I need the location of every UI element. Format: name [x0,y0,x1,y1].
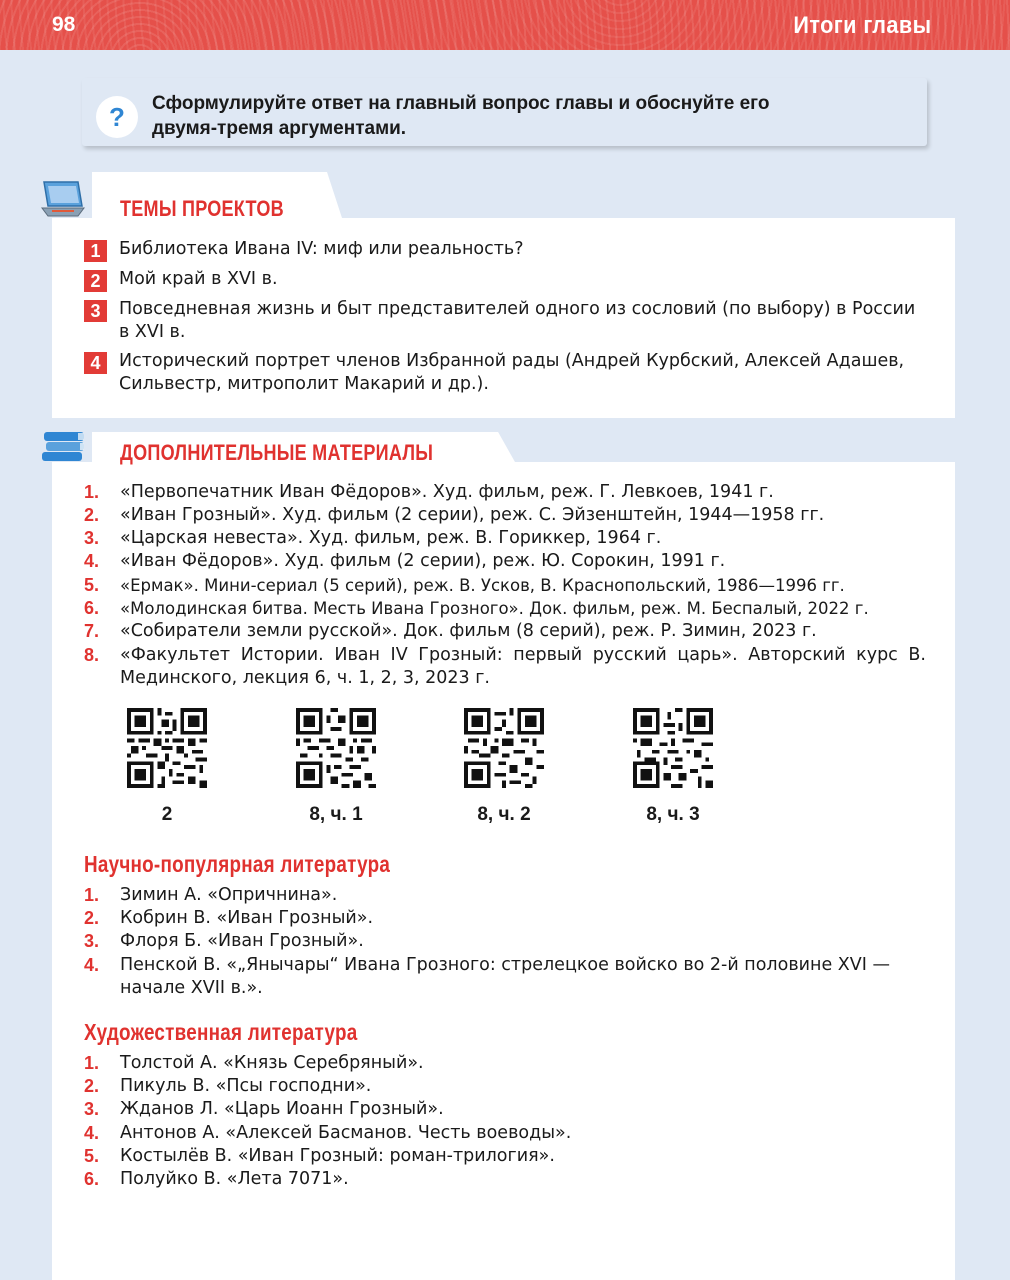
material-text: «Собиратели земли русской». Док. фильм (8 серий), реж. Р. Зимин, 2023 г. [120,621,817,641]
literature-number: 1. [84,885,100,905]
literature-text: Пенской В. «„Янычары“ Ивана Грозного: стрелецкое войско во 2-й половине XVI — начале XVII в.». [120,955,890,998]
fiction-number: 3. [84,1099,100,1119]
material-text: «Иван Грозный». Худ. фильм (2 серии), реж. С. Эйзенштейн, 1944—1958 гг. [120,505,825,525]
project-text: Мой край в XVI в. [119,269,278,289]
project-number: 3 [84,300,107,322]
fiction-text: Жданов Л. «Царь Иоанн Грозный». [120,1099,444,1119]
qr-label: 8, ч. 3 [646,804,700,825]
material-text: «Иван Фёдоров». Худ. фильм (2 серии), реж. Ю. Сорокин, 1991 г. [120,551,726,571]
material-number: 7. [84,621,100,641]
project-text: Повседневная жизнь и быт представителей одного из сословий (по выбору) в России в XVI в. [119,299,916,342]
project-number: 1 [84,240,107,262]
material-number: 6. [84,598,100,618]
fiction-number: 1. [84,1053,100,1073]
project-text: Библиотека Ивана IV: миф или реальность? [119,239,524,259]
popular-science-title: Научно-популярная литература [84,851,391,877]
fiction-text: Толстой А. «Князь Серебряный». [120,1053,424,1073]
material-number: 2. [84,505,100,525]
main-question [152,91,912,141]
project-text: Исторический портрет членов Избранной рады (Андрей Курбский, Алексей Адашев, Сильвестр, митрополит Макарий и др.). [119,351,905,394]
material-text: «Ермак». Мини-сериал (5 серий), реж. В. Усков, В. Краснопольский, 1986—1996 гг. [120,576,845,595]
qr-code-icon[interactable] [127,708,207,788]
fiction-number: 2. [84,1076,100,1096]
fiction-text: Антонов А. «Алексей Басманов. Честь воеводы». [120,1123,572,1143]
qr-label: 2 [161,804,173,825]
material-text: «Факультет Истории. Иван IV Грозный: первый русский царь». Авторский курс В. Мединского, лекция 6, ч. 1, 2, 3, 2023 г. [120,645,926,688]
literature-text: Кобрин В. «Иван Грозный». [120,908,374,928]
fiction-text: Костылёв В. «Иван Грозный: роман-трилогия». [120,1146,555,1166]
qr-label: 8, ч. 2 [477,804,531,825]
materials-title: ДОПОЛНИТЕЛЬНЫЕ МАТЕРИАЛЫ [120,440,434,465]
material-number: 4. [84,551,100,571]
material-number: 5. [84,575,100,595]
books-icon [38,424,92,466]
fiction-title: Художественная литература [84,1019,358,1045]
literature-number: 4. [84,955,100,975]
laptop-icon [38,180,88,220]
projects-title: ТЕМЫ ПРОЕКТОВ [120,196,284,221]
literature-text: Флоря Б. «Иван Грозный». [120,931,364,951]
fiction-number: 4. [84,1123,100,1143]
literature-number: 2. [84,908,100,928]
qr-code-icon[interactable] [464,708,544,788]
fiction-text: Полуйко В. «Лета 7071». [120,1169,349,1189]
main-question-line1: Сформулируйте ответ на главный вопрос главы и обоснуйте его [152,93,770,114]
fiction-number: 6. [84,1169,100,1189]
qr-code-icon[interactable] [633,708,713,788]
qr-label: 8, ч. 1 [309,804,363,825]
literature-number: 3. [84,931,100,951]
page-header [0,0,1010,50]
fiction-text: Пикуль В. «Псы господни». [120,1076,372,1096]
material-number: 3. [84,528,100,548]
material-text: «Первопечатник Иван Фёдоров». Худ. фильм, реж. Г. Левкоев, 1941 г. [120,482,774,502]
material-number: 1. [84,482,100,502]
chapter-title: Итоги главы [793,12,932,39]
qr-code-icon[interactable] [296,708,376,788]
literature-text: Зимин А. «Опричнина». [120,885,338,905]
project-number: 2 [84,270,107,292]
question-icon: ? [96,96,138,138]
main-question-line2: двумя-тремя аргументами. [152,118,407,139]
project-number: 4 [84,352,107,374]
material-text: «Царская невеста». Худ. фильм, реж. В. Гориккер, 1964 г. [120,528,662,548]
page-number: 98 [52,13,76,36]
fiction-number: 5. [84,1146,100,1166]
material-text: «Молодинская битва. Месть Ивана Грозного». Док. фильм, реж. М. Беспалый, 2022 г. [120,599,869,618]
material-number: 8. [84,645,100,665]
